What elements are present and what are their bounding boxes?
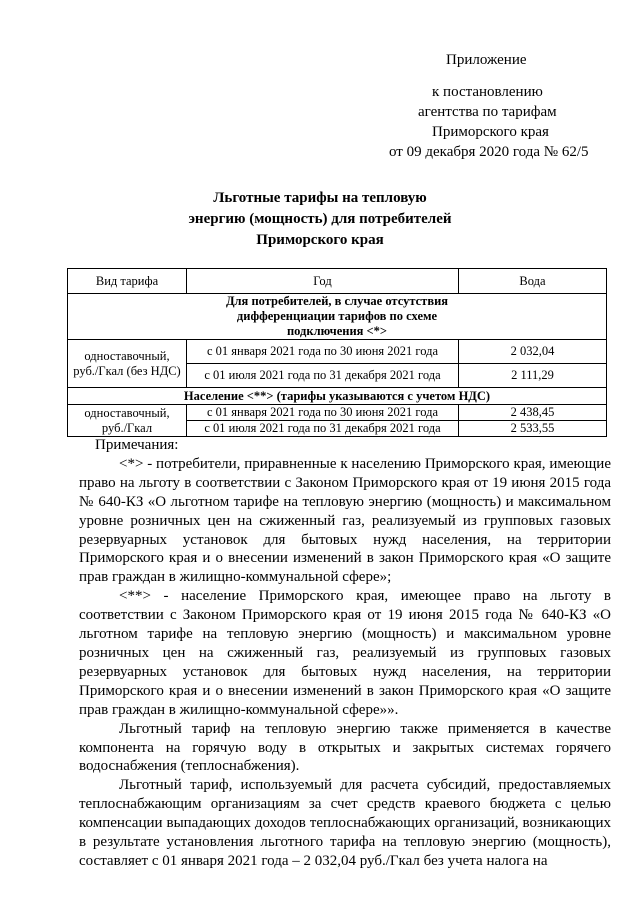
document-title (0, 188, 640, 251)
section1-title-row (68, 294, 607, 340)
header-water: Вода (459, 269, 607, 294)
section2-value-1: 2 438,45 (459, 405, 607, 421)
section2-title: Население <**> (тарифы указываются с учетом НДС) (68, 388, 607, 405)
note-subsidy: Льготный тариф, используемый для расчета субсидий, предоставляемых теплоснабжающим организациям за счет средств краевого бюджета с целью компенсации выпадающих доходов теплоснабжающих организаций, возникающих в результате установления льготного тарифа на тепловую энергию (мощность), составляет с 01 января 2021 года – 2 032,04 руб./Гкал без учета налога на (79, 777, 611, 869)
appendix-line-2: агентства по тарифам (418, 104, 557, 120)
header-tariff-type: Вид тарифа (68, 269, 187, 294)
table-row (68, 340, 607, 364)
section1-tariff-type: одноставочный, руб./Гкал (без НДС) (68, 340, 187, 388)
tariff-table (67, 268, 607, 437)
section1-title: Для потребителей, в случае отсутствия дифференциации тарифов по схеме подключения <*> (68, 294, 607, 340)
section2-title-row (68, 388, 607, 405)
table-row (68, 405, 607, 421)
section2-tariff-type: одноставочный, руб./Гкал (68, 405, 187, 437)
appendix-line-3: Приморского края (432, 124, 549, 140)
section2-period-2: с 01 июля 2021 года по 31 декабря 2021 года (187, 421, 459, 437)
document-title-line-2: энергию (мощность) для потребителей (188, 211, 452, 227)
section2-period-1: с 01 января 2021 года по 30 июня 2021 года (187, 405, 459, 421)
document-title-line-3: Приморского края (256, 232, 384, 248)
note-single-asterisk: <*> - потребители, приравненные к населению Приморского края, имеющие право на льготу в соответствии с Законом Приморского края от 19 июня 2015 года № 640-КЗ «О льготном тарифе на тепловую энергию (мощность) и максимальном уровне розничных цен на сжиженный газ, реализуемый из групповых газовых резервуарных установок для бытовых нужд населения, на территории Приморского края и о внесении изменений в закон Приморского края «О защите прав граждан в жилищно-коммунальной сфере»; (79, 455, 611, 586)
notes-section (79, 436, 611, 871)
appendix-line-1: к постановлению (432, 84, 543, 100)
section1-value-2: 2 111,29 (459, 364, 607, 388)
appendix-title: Приложение (446, 52, 527, 68)
document-title-line-1: Льготные тарифы на тепловую (213, 190, 427, 206)
note-hot-water: Льготный тариф на тепловую энергию также применяется в качестве компонента на горячую воду в открытых и закрытых системах горячего водоснабжения (теплоснабжения). (79, 720, 611, 775)
note-double-asterisk: <**> - население Приморского края, имеющее право на льготу в соответствии с Законом Приморского края от 19 июня 2015 года № 640-КЗ «О льготном тарифе на тепловую энергию (мощность) и максимальном уровне розничных цен на сжиженный газ, реализуемый из групповых газовых резервуарных установок для бытовых нужд населения, на территории Приморского края и о внесении изменений в закон Приморского края «О защите прав граждан в жилищно-коммунальной сфере»». (79, 588, 611, 718)
section1-period-1: с 01 января 2021 года по 30 июня 2021 года (187, 340, 459, 364)
notes-heading: Примечания: (95, 437, 179, 453)
header-year: Год (187, 269, 459, 294)
section2-value-2: 2 533,55 (459, 421, 607, 437)
table-header-row (68, 269, 607, 294)
section1-period-2: с 01 июля 2021 года по 31 декабря 2021 года (187, 364, 459, 388)
appendix-line-4: от 09 декабря 2020 года № 62/5 (389, 144, 589, 160)
section1-value-1: 2 032,04 (459, 340, 607, 364)
